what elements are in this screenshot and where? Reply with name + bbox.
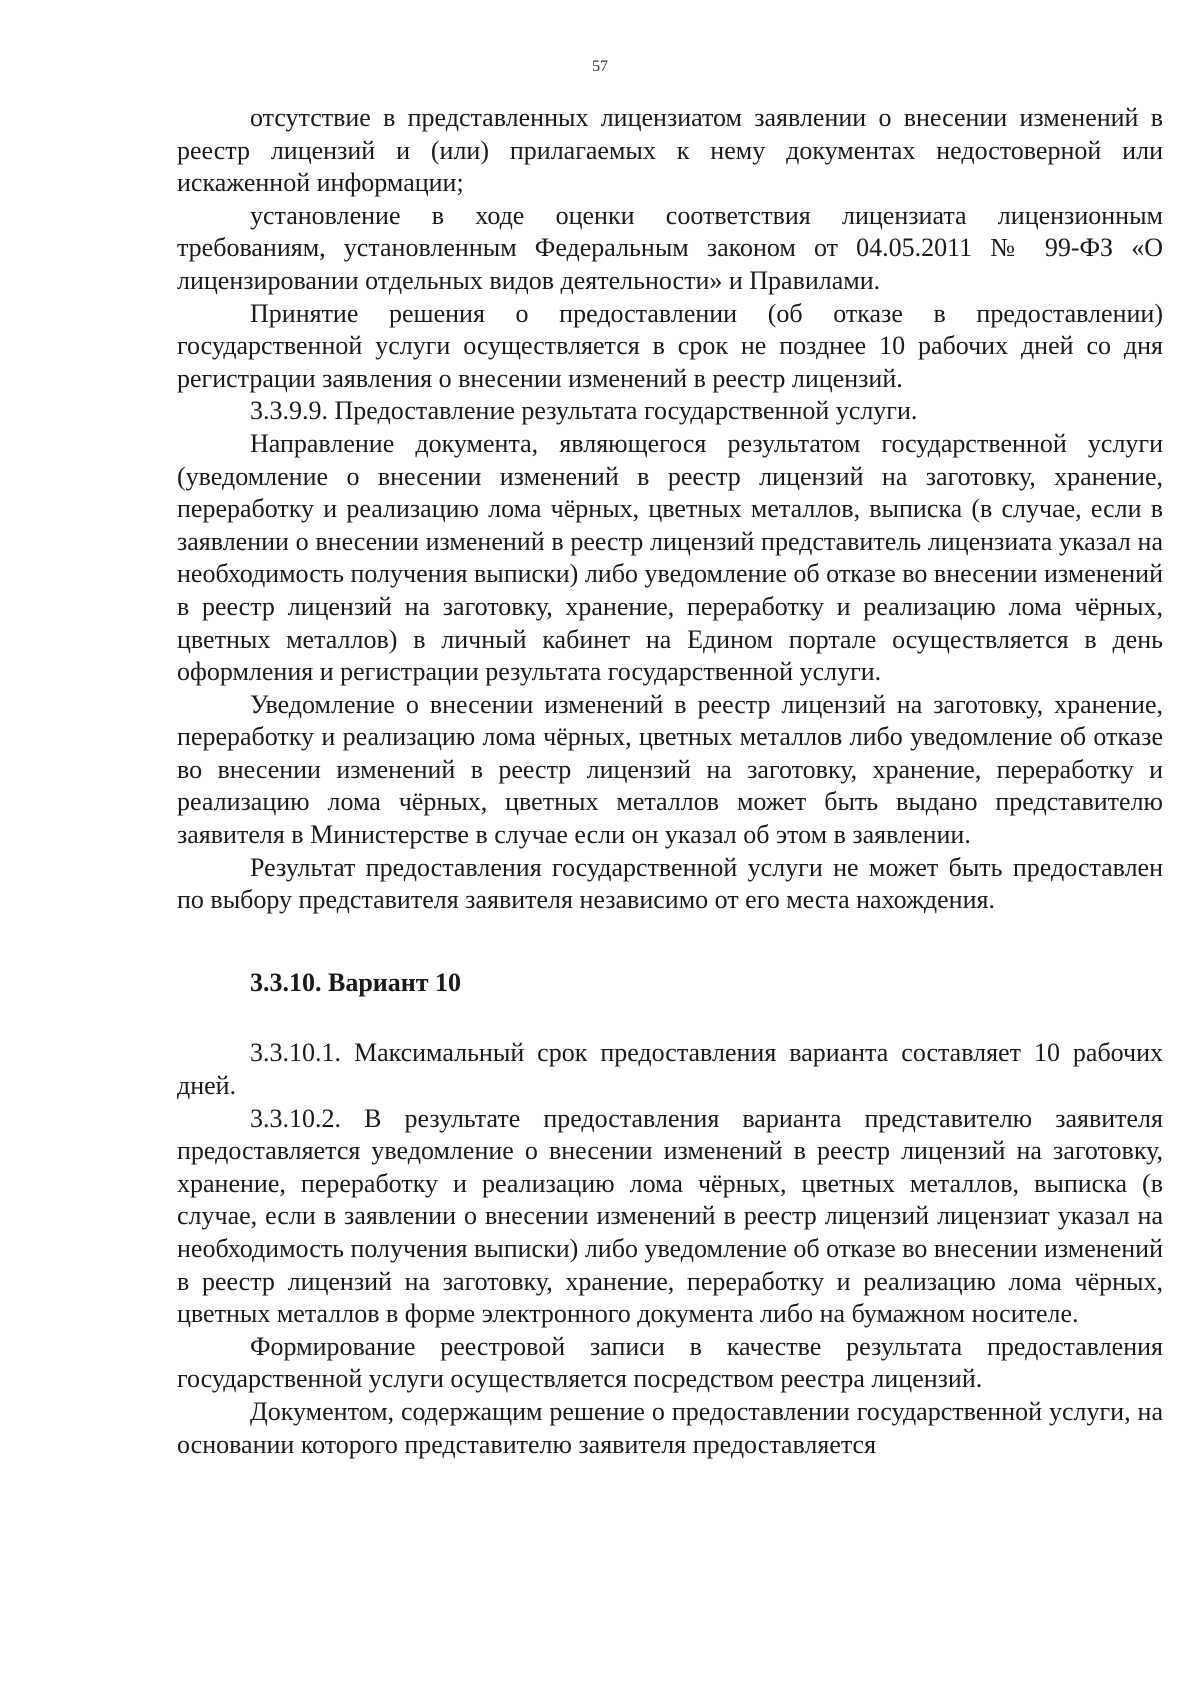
page-number: 57 [592,58,608,75]
paragraph-result-provision-title: 3.3.9.9. Предоставление результата государственной услуги. [250,396,918,426]
paragraph-result-document-direction: Направление документа, являющегося результатом государственной услуги (уведомление о внесении изменений в реестр лицензий на заготовку, хранение, переработку и реализацию лома чёрных, цветных металлов, выписка (в случае, если в заявлении о внесении изменений в реестр лицензий представитель лицензиата указал на необходимость получения выписки) либо уведомление об отказе во внесении изменений в реестр лицензий на заготовку, хранение, переработку и реализацию лома чёрных, цветных металлов) в личный кабинет на Едином портале осуществляется в день оформления и регистрации результата государственной услуги. [177,428,1163,687]
paragraph-variant-result: 3.3.10.2. В результате предоставления варианта представителю заявителя предоставляется уведомление о внесении изменений в реестр лицензий на заготовку, хранение, переработку и реализацию лома чёрных, цветных металлов, выписка (в случае, если в заявлении о внесении изменений в реестр лицензий лицензиат указал на необходимость получения выписки) либо уведомление об отказе во внесении изменений в реестр лицензий на заготовку, хранение, переработку и реализацию лома чёрных, цветных металлов в форме электронного документа либо на бумажном носителе. [177,1103,1163,1329]
paragraph-decision-deadline: Принятие решения о предоставлении (об отказе в предоставлении) государственной услуги осуществляется в срок не позднее 10 рабочих дней со дня регистрации заявления о внесении изменений в реестр лицензий. [177,298,1163,393]
paragraph-compliance-assessment: установление в ходе оценки соответствия лицензиата лицензионным требованиям, установленным Федеральным законом от 04.05.2011 № 99-ФЗ «О лицензировании отдельных видов деятельности» и Правилами. [177,200,1163,295]
document-body [177,102,1163,1461]
paragraph-result-location: Результат предоставления государственной услуги не может быть предоставлен по выбору представителя заявителя независимо от его места нахождения. [177,852,1163,915]
paragraph-notification-issue: Уведомление о внесении изменений в реестр лицензий на заготовку, хранение, переработку и реализацию лома чёрных, цветных металлов либо уведомление об отказе во внесении изменений в реестр лицензий на заготовку, хранение, переработку и реализацию лома чёрных, цветных металлов может быть выдано представителю заявителя в Министерстве в случае если он указал об этом в заявлении. [177,689,1163,850]
paragraph-absence-of-false-info: отсутствие в представленных лицензиатом заявлении о внесении изменений в реестр лицензий и (или) прилагаемых к нему документах недостоверной или искаженной информации; [177,103,1163,198]
section-heading: 3.3.10. Вариант 10 [250,967,462,997]
paragraph-registry-record: Формирование реестровой записи в качестве результата предоставления государственной услуги осуществляется посредством реестра лицензий. [177,1331,1163,1394]
paragraph-max-term: 3.3.10.1. Максимальный срок предоставления варианта составляет 10 рабочих дней. [177,1038,1163,1101]
paragraph-decision-document: Документом, содержащим решение о предоставлении государственной услуги, на основании которого представителю заявителя предоставляется [177,1396,1163,1459]
